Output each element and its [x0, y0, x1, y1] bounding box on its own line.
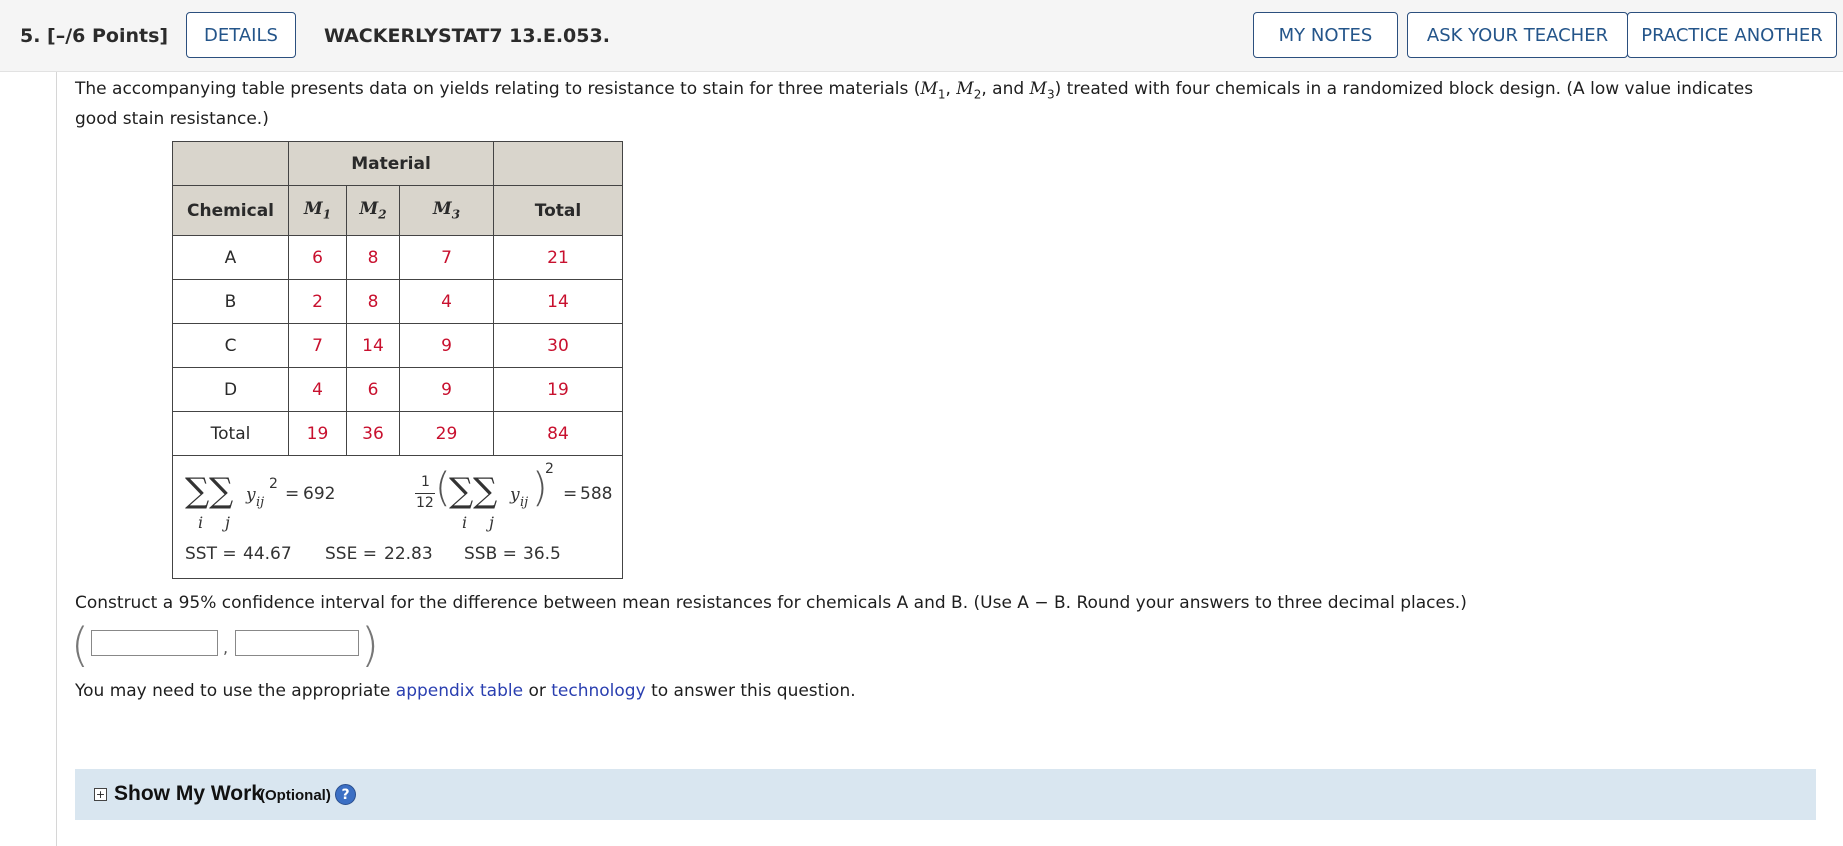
table-row: D 4 6 9 19: [173, 368, 623, 412]
question-text: Construct a 95% confidence interval for the difference between mean resistances for chemicals A and B. (Use A − B. Round your answers to three decimal places.): [75, 593, 1467, 613]
sigma-symbol-j: ∑: [209, 470, 234, 511]
expand-icon[interactable]: +: [95, 788, 106, 801]
close-big-paren: ): [532, 464, 548, 511]
question-prompt: The accompanying table presents data on yields relating to resistance to stain for three materials ($M_1$, $M_2$, and $M_3$) treated with four chemicals in a randomized block design. (A low value indicates good stain resistance.): [75, 79, 1754, 130]
show-my-work-title[interactable]: Show My Work: [114, 782, 263, 805]
col-header-m1: $M_1$: [289, 186, 347, 236]
optional-label: (Optional): [260, 787, 331, 804]
ask-your-teacher-button[interactable]: ASK YOUR TEACHER: [1407, 12, 1628, 58]
total-header: Total: [494, 186, 623, 236]
practice-another-button[interactable]: PRACTICE ANOTHER: [1627, 12, 1837, 58]
upper-bound-input[interactable]: [235, 630, 359, 656]
sigma-symbol-j-2: ∑: [473, 470, 498, 511]
appendix-table-link[interactable]: appendix table: [395, 681, 524, 701]
table-row: B 2 8 4 14: [173, 280, 623, 324]
open-paren: (: [71, 618, 89, 672]
show-my-work-panel[interactable]: [75, 769, 1816, 820]
my-notes-button[interactable]: MY NOTES: [1253, 12, 1398, 58]
material-header: Material: [289, 142, 494, 186]
fraction-bar: [415, 493, 435, 494]
resource-note: You may need to use the appropriate appendix table or technology to answer this question.: [75, 681, 856, 701]
content-left-rule: [56, 72, 57, 846]
summary-cell: ∑ ∑ i j y ij 2 = 692 1 12 ( ∑ ∑ i j y ij ) 2 = 588 SST = 44.67 SSE = 22.83 SSB = 36.5: [173, 456, 623, 579]
correction-term-value: 588: [580, 483, 613, 504]
question-title: WACKERLYSTAT7 13.E.053.: [324, 25, 610, 47]
table-row: C 7 14 9 30: [173, 324, 623, 368]
sum-squares-value: 692: [303, 483, 336, 504]
help-icon[interactable]: ?: [335, 784, 356, 805]
lower-bound-input[interactable]: [91, 630, 218, 656]
sst-value: 44.67: [243, 543, 292, 564]
sse-value: 22.83: [384, 543, 433, 564]
table-row-total: Total 19 36 29 84: [173, 412, 623, 456]
details-button[interactable]: DETAILS: [186, 12, 296, 58]
comma-separator: ,: [223, 638, 229, 657]
data-table: [172, 141, 623, 579]
question-number: 5. [–/6 Points]: [20, 25, 169, 47]
ssb-value: 36.5: [523, 543, 561, 564]
table-row: A 6 8 7 21: [173, 236, 623, 280]
question-header: [0, 0, 1843, 72]
close-paren: ): [361, 618, 379, 672]
sigma-symbol-i-2: ∑: [449, 470, 474, 511]
open-big-paren: (: [435, 464, 451, 511]
col-header-m2: $M_2$: [347, 186, 400, 236]
technology-link[interactable]: technology: [551, 681, 646, 701]
chemical-header: Chemical: [173, 186, 289, 236]
col-header-m3: $M_3$: [400, 186, 494, 236]
sigma-symbol-i: ∑: [185, 470, 210, 511]
